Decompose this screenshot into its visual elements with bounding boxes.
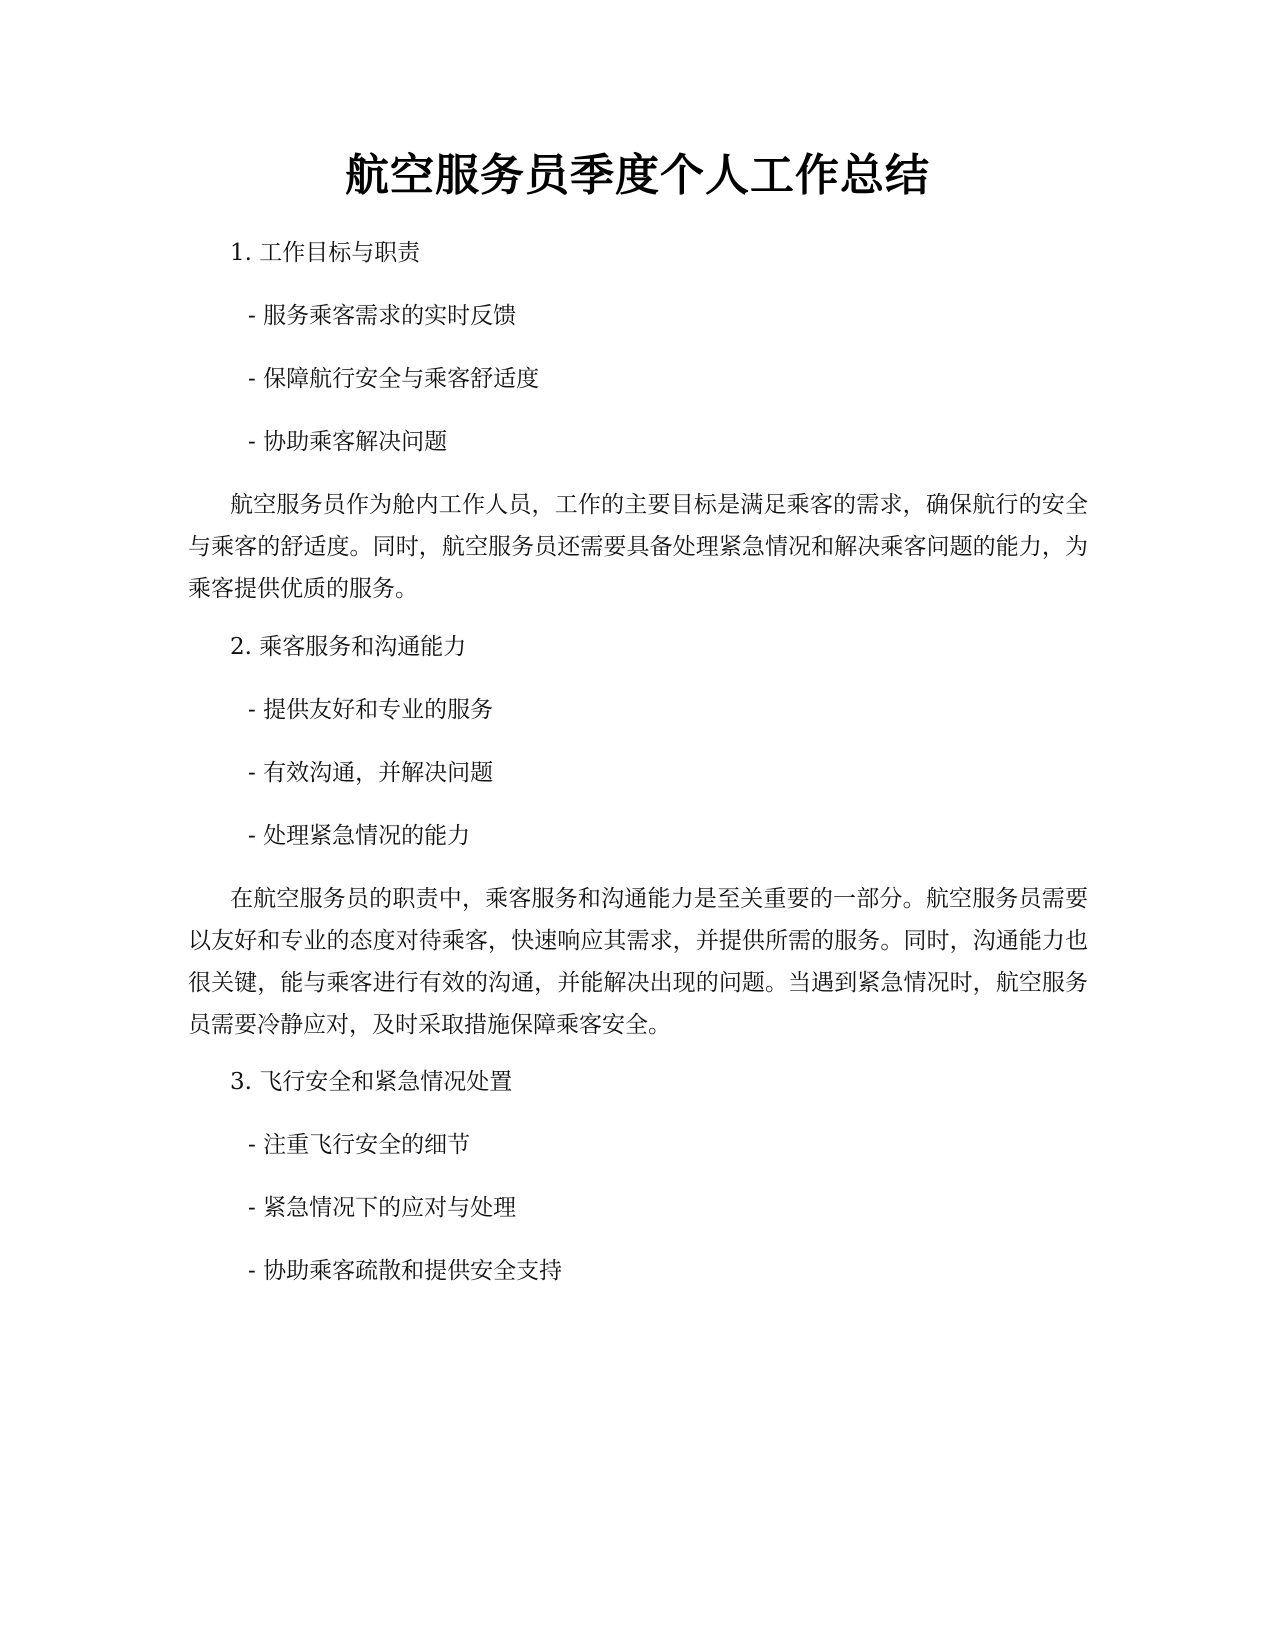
list-item: - 服务乘客需求的实时反馈 [248, 303, 517, 329]
list-item: - 注重飞行安全的细节 [248, 1132, 471, 1158]
list-item: - 提供友好和专业的服务 [248, 697, 494, 723]
section-heading: 3. 飞行安全和紧急情况处置 [230, 1069, 513, 1095]
list-item: - 协助乘客解决问题 [248, 429, 448, 455]
list-item: - 协助乘客疏散和提供安全支持 [248, 1258, 563, 1284]
list-item: - 紧急情况下的应对与处理 [248, 1195, 517, 1221]
section-paragraph: 在航空服务员的职责中，乘客服务和沟通能力是至关重要的一部分。航空服务员需要以友好和专业的态度对待乘客，快速响应其需求，并提供所需的服务。同时，沟通能力也很关键，能与乘客进行有效的沟通，并能解决出现的问题。当遇到紧急情况时，航空服务员需要冷静应对，及时采取措施保障乘客安全。 [188, 886, 1088, 1038]
list-item: - 保障航行安全与乘客舒适度 [248, 366, 540, 392]
list-item: - 处理紧急情况的能力 [248, 823, 471, 849]
section-heading: 2. 乘客服务和沟通能力 [230, 634, 467, 660]
document-title: 航空服务员季度个人工作总结 [345, 150, 930, 201]
section-paragraph: 航空服务员作为舱内工作人员，工作的主要目标是满足乘客的需求，确保航行的安全与乘客的舒适度。同时，航空服务员还需要具备处理紧急情况和解决乘客问题的能力，为乘客提供优质的服务。 [188, 492, 1088, 602]
section-heading: 1. 工作目标与职责 [230, 240, 421, 266]
list-item: - 有效沟通，并解决问题 [248, 760, 494, 786]
